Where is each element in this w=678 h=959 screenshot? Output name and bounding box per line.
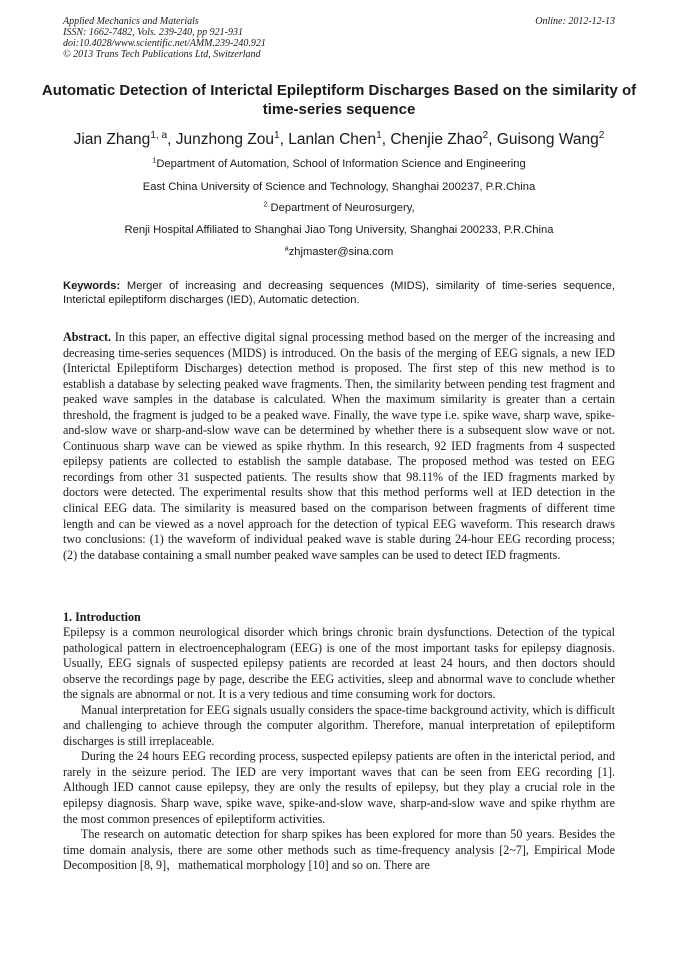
journal-copyright: © 2013 Trans Tech Publications Ltd, Switzerland bbox=[63, 49, 261, 60]
abstract-text: In this paper, an effective digital signal processing method based on the merger of the increasing and decreasing time-series sequences (MIDS) is introduced. On the basis of the merging of EEG signals, a new IED (Interictal Epileptiform Discharges) detection method is proposed. The first step of this new method is to establish a database by selecting peaked wave fragments. Then, the similarity between pending test fragment and peaked wave samples in the database is calculated. When the maximum similarity is greater than a certain threshold, the fragment is judged to be a peaked wave. Finally, the wave type i.e. spike wave, sharp wave, spike-and-slow wave or sharp-and-slow wave can be determined by whether there is a subsequent slow wave or not. Continuous sharp wave can be viewed as spike rhythm. In this research, 92 IED fragments from 4 suspected epilepsy patients are collected to establish the sample database. The proposed method was tested on EEG recordings from other 31 suspected patients. The results show that 98.11% of the IED fragments marked by doctors were detected. The experimental results show that this method performs well at IED detection in the clinical EEG data. The similarity is measured based on the comparison between fragments of different time length and can be viewed as a novel approach for the detection of typical EEG waveform. This research draws two conclusions: (1) the waveform of individual peaked wave is stable during 24-hour EEG recording process; (2) the database containing a small number peaked wave samples can be used to detect IED fragments. bbox=[63, 330, 615, 562]
journal-name: Applied Mechanics and Materials bbox=[63, 16, 199, 27]
journal-doi: doi:10.4028/www.scientific.net/AMM.239-240.921 bbox=[63, 38, 266, 49]
author-list: Jian Zhang$^{1, a}$, Junzhong Zou$^1$, Lanlan Chen$^1$, Chenjie Zhao$^2$, Guisong Wang$^2$ bbox=[73, 129, 605, 148]
author-email: $^a$zhjmaster@sina.com bbox=[284, 243, 394, 258]
author-name: Lanlan Chen bbox=[288, 131, 377, 148]
paper-title: Automatic Detection of Interictal Epileptiform Discharges Based on the similarity of time-series sequence bbox=[41, 82, 637, 118]
keywords bbox=[63, 279, 615, 307]
author-affil-mark: 1, a bbox=[150, 129, 168, 141]
intro-paragraph-1: Epilepsy is a common neurological disorder which brings chronic brain dysfunctions. Detection of the typical pathological pattern in electroencephalogram (EEG) is one of the most important tasks for epilepsy diagnosis. Usually, EEG signals of suspected epilepsy patients are recorded at least 24 hours, and then doctors should observe the recordings page by page, describe the EEG activities, sleep and abnormal wave to conclude whether the signals are abnormal or not. It is a very tedious and time consuming work for doctors. bbox=[63, 625, 615, 702]
intro-paragraph-3: During the 24 hours EEG recording process, suspected epilepsy patients are often in the interictal period, and rarely in the seizure period. The IED are very important waves that can be seen from EEG recording [1]. Although IED cannot cause epilepsy, they are only the results of epilepsy, but they play a crucial role in the epilepsy diagnosis. Sharp wave, spike wave, spike-and-slow wave, sharp-and-slow wave and spike rhythm are the most common presences of epileptiform activities. bbox=[63, 749, 615, 826]
author-affil-mark: 2 bbox=[598, 129, 605, 141]
keywords-label: Keywords: bbox=[63, 280, 121, 292]
author-affil-mark: 1 bbox=[376, 129, 382, 141]
affiliation-2-line-1: $^2$ Department of Neurosurgery, bbox=[263, 199, 415, 214]
journal-header bbox=[63, 16, 615, 60]
author-name: Chenjie Zhao bbox=[390, 131, 483, 148]
section-heading-introduction: 1. Introduction bbox=[63, 610, 141, 624]
author-name: Junzhong Zou bbox=[175, 131, 274, 148]
affiliation-1-line-1: $^1$Department of Automation, School of Information Science and Engineering bbox=[152, 155, 526, 170]
author-affil-mark: 2 bbox=[482, 129, 489, 141]
journal-issn: ISSN: 1662-7482, Vols. 239-240, pp 921-931 bbox=[63, 27, 243, 38]
abstract bbox=[63, 330, 615, 563]
affiliation-2-line-2: Renji Hospital Affiliated to Shanghai Jiao Tong University, Shanghai 200233, P.R.China bbox=[124, 224, 554, 236]
author-affil-mark: 1 bbox=[273, 129, 280, 141]
introduction-body bbox=[63, 625, 615, 874]
keywords-text: Merger of increasing and decreasing sequences (MIDS), similarity of time-series sequence, Interictal epileptiform discharges (IED), Automatic detection. bbox=[63, 280, 615, 306]
affiliation-1-line-2: East China University of Science and Technology, Shanghai 200237, P.R.China bbox=[142, 181, 536, 193]
intro-paragraph-2: Manual interpretation for EEG signals usually considers the space-time background activity, which is difficult and challenging to achieve through the computer algorithm. Therefore, manual interpretation of epileptiform discharges is still irreplaceable. bbox=[63, 702, 615, 748]
abstract-label: Abstract. bbox=[63, 330, 112, 344]
online-date: Online: 2012-12-13 bbox=[535, 16, 615, 27]
author-name: Guisong Wang bbox=[496, 131, 599, 148]
intro-paragraph-4: The research on automatic detection for sharp spikes has been explored for more than 50 years. Besides the time domain analysis, there are some other methods such as time-frequency analysis [2~7], Empirical Mode Decomposition [8, 9]，mathematical morphology [10] and so on. There are bbox=[63, 827, 615, 873]
author-name: Jian Zhang bbox=[73, 131, 151, 148]
